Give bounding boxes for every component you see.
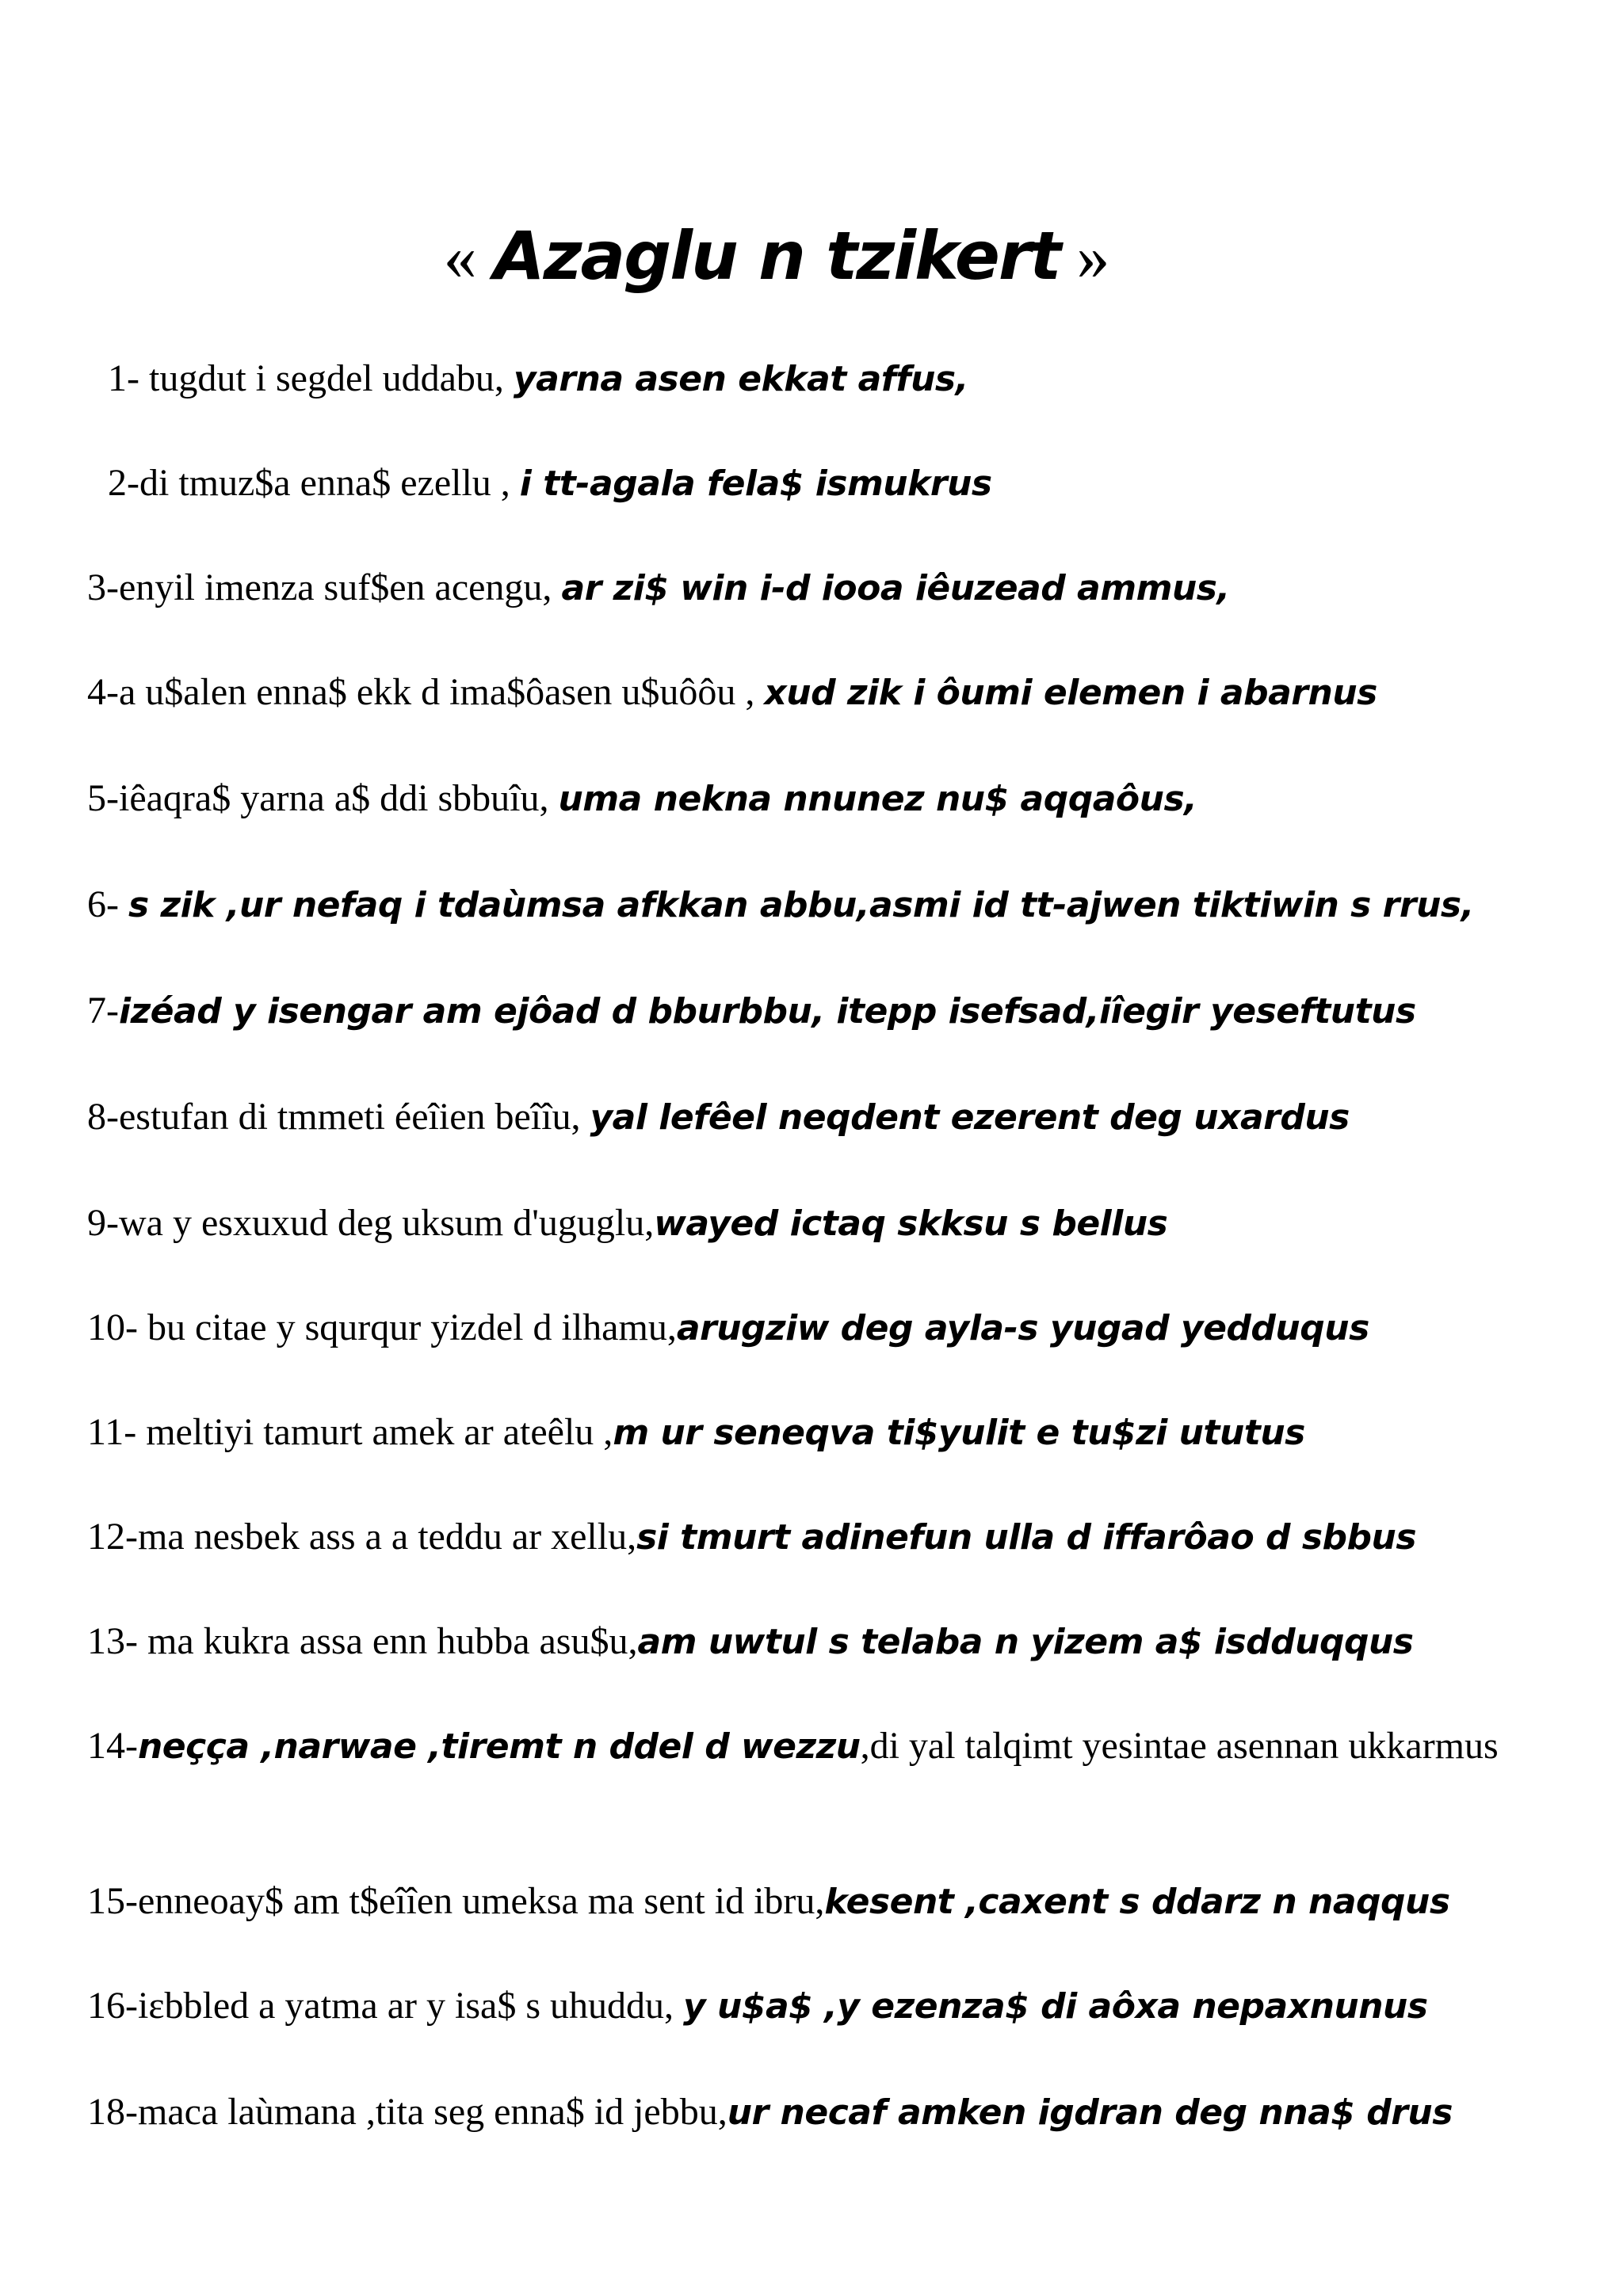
line-bold-text: m ur seneqva ti$yulit e tu$zi ututus [613,1413,1305,1453]
line-bold-text: yal lefêel neqdent ezerent deg uxardus [590,1097,1350,1138]
poem-line-14 [87,1721,1529,1772]
poem-line-13 [87,1616,1413,1668]
line-text: 2-di tmuz$a enna$ ezellu , [108,462,520,504]
poem-line-16 [87,1981,1428,2032]
poem-line-10 [87,1302,1369,1354]
title-open-quote: « [443,220,477,294]
line-text: 4-a u$alen enna$ ekk d ima$ôasen u$uôôu , [87,671,765,713]
line-text: 9-wa y esxuxud deg uksum d'uguglu, [87,1202,655,1244]
line-text: 3-enyil imenza suf$en acengu, [87,566,562,608]
line-text: 14- [87,1725,138,1767]
line-text: 7- [87,990,119,1032]
poem-line-4 [87,667,1377,719]
poem-line-2 [108,458,992,509]
line-text: 6- [87,883,128,925]
line-text: 13- ma kukra assa enn hubba asu$u, [87,1620,638,1662]
poem-line-12 [87,1512,1416,1563]
line-bold-text: s zik ,ur nefaq i tdaùmsa afkkan abbu,asmi id tt-ajwen tiktiwin s rrus, [128,885,1474,925]
line-bold-text: izéad y isengar am ejôad d bburbbu, itepp isefsad,iîegir yeseftutus [118,991,1416,1032]
line-bold-text: i tt-agala fela$ ismukrus [519,463,992,504]
line-bold-text: xud zik i ôumi elemen i abarnus [764,673,1377,713]
line-text: 1- tugdut i segdel uddabu, [108,357,514,399]
poem-line-11 [87,1407,1305,1459]
line-text-tail: ,di yal talqimt yesintae asennan ukkarmus [860,1725,1499,1767]
line-bold-text: si tmurt adinefun ulla d iffarôao d sbbus [636,1517,1417,1558]
line-text: 8-estufan di tmmeti éeîien beîîu, [87,1096,590,1138]
line-text: 16-iɛbbled a yatma ar y isa$ s uhuddu, [87,1985,683,2027]
line-bold-text: am uwtul s telaba n yizem a$ isdduqqus [637,1622,1414,1662]
line-bold-text: wayed ictaq skksu s bellus [654,1203,1168,1244]
poem-line-8 [87,1092,1350,1143]
title-text: Azaglu n tzikert [493,217,1060,295]
poem-line-9 [87,1198,1167,1249]
page-title [0,212,1553,301]
line-bold-text: y u$a$ ,y ezenza$ di aôxa nepaxnunus [683,1986,1428,2027]
line-bold-text: arugziw deg ayla-s yugad yedduqus [676,1308,1369,1348]
line-bold-text: uma nekna nnunez nu$ aqqaôus, [558,779,1197,819]
poem-line-15 [87,1876,1450,1928]
line-text: 5-iêaqra$ yarna a$ ddi sbbuîu, [87,777,559,819]
title-close-quote: » [1076,220,1110,294]
poem-line-1 [108,353,968,405]
line-bold-text: kesent ,caxent s ddarz n naqqus [824,1882,1450,1922]
poem-line-18 [87,2087,1453,2138]
poem-line-6 [87,879,1474,931]
line-text: 11- meltiyi tamurt amek ar ateêlu , [87,1411,613,1453]
poem-line-7 [87,986,1416,1037]
line-bold-text: ar zi$ win i-d iooa iêuzead ammus, [561,568,1230,608]
line-text: 12-ma nesbek ass a a teddu ar xellu, [87,1516,637,1558]
line-text: 10- bu citae y squrqur yizdel d ilhamu, [87,1306,677,1348]
line-text: 15-enneoay$ am t$eîîen umeksa ma sent id ibru, [87,1880,825,1922]
line-bold-text: yarna asen ekkat affus, [513,359,968,399]
line-bold-text: neçça ,narwae ,tiremt n ddel d wezzu [137,1726,861,1767]
line-text: 18-maca laùmana ,tita seg enna$ id jebbu, [87,2091,727,2133]
poem-line-3 [87,563,1230,614]
line-bold-text: ur necaf amken igdran deg nna$ drus [727,2092,1453,2133]
poem-line-5 [87,773,1197,825]
